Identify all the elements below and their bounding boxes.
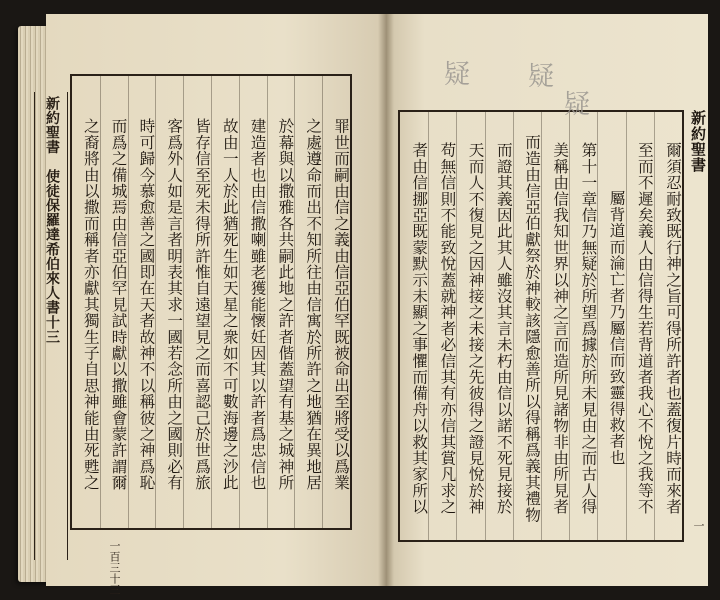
right-column-3: 屬背道而淪亡者乃屬信而致靈得救者也 bbox=[597, 112, 623, 540]
left-column-8: 時可歸今慕愈善之國即在天者故神不以稱彼之神爲恥 bbox=[128, 76, 154, 528]
pencil-note-1: 疑 bbox=[444, 60, 471, 90]
left-column-1: 罪世而嗣由信之義由信亞伯罕既被命出至將受以爲業 bbox=[322, 76, 348, 528]
pencil-note-2: 疑 bbox=[528, 62, 555, 92]
right-page-number: 一 bbox=[692, 520, 705, 531]
left-column-3: 於幕與以撒雅各共嗣此地之許者偕蓋望有基之城神所 bbox=[267, 76, 293, 528]
right-column-4: 第十一章信乃無疑於所望爲據於所未見由之而古人得 bbox=[569, 112, 595, 540]
left-running-head bbox=[34, 92, 68, 560]
right-column-7: 而證其義因此其人雖沒其言未朽由信以諾不死見接於 bbox=[485, 112, 511, 540]
pencil-note-3: 疑 bbox=[564, 90, 591, 120]
left-column-4: 建造者也由信撒喇雖老獲能懷妊因其以許者爲忠信也 bbox=[239, 76, 265, 528]
running-head-text: 新約聖書 使徒保羅達希伯來人書十三 bbox=[44, 96, 60, 345]
right-column-1: 爾須忍耐致既行神之旨可得所許者也蓋復片時而來者 bbox=[654, 112, 680, 540]
left-column-5: 故由一人於此猶死生如天星之衆如不可數海邊之沙此 bbox=[211, 76, 237, 528]
left-column-7: 客爲外人如是言者明表其求一國若念所由之國則必有 bbox=[155, 76, 181, 528]
right-column-8: 天而人不復見之因神接之未接之先彼得之證見悅於神 bbox=[456, 112, 482, 540]
right-column-6: 而造由信亞伯獻祭於神較該隱愈善所以得稱爲義其禮物 bbox=[513, 112, 539, 540]
right-column-2: 至而不遲矣義人由信得生若背道者我心不悅之我等不 bbox=[626, 112, 652, 540]
left-column-10: 之裔將由以撒而稱者亦獻其獨生子自思神能由死甦之 bbox=[81, 117, 100, 491]
left-text-frame bbox=[70, 74, 352, 530]
left-page-number: 一百三十三 bbox=[108, 540, 121, 595]
book-gutter bbox=[378, 14, 394, 586]
right-text-frame bbox=[398, 110, 684, 542]
right-column-10: 者由信挪亞既蒙默示未顯之事懼而備舟以救其家所以 bbox=[410, 141, 429, 515]
right-column-9: 苟無信則不能致悅蓋就神者必信其有亦信其賞凡求之 bbox=[428, 112, 454, 540]
right-column-5: 美稱由信我知世界以神之言而造所見諸物非由所見者 bbox=[541, 112, 567, 540]
left-column-9: 而爲之備城焉由信亞伯罕見試時獻以撒雖會蒙許謂爾 bbox=[100, 76, 126, 528]
left-column-6: 皆存信至死未得所許惟自遠望見之而喜認己於世爲旅 bbox=[183, 76, 209, 528]
right-running-title: 新約聖書 bbox=[689, 110, 707, 173]
left-column-2: 之處遵命而出不知所往由信寓於所許之地猶在異地居 bbox=[294, 76, 320, 528]
